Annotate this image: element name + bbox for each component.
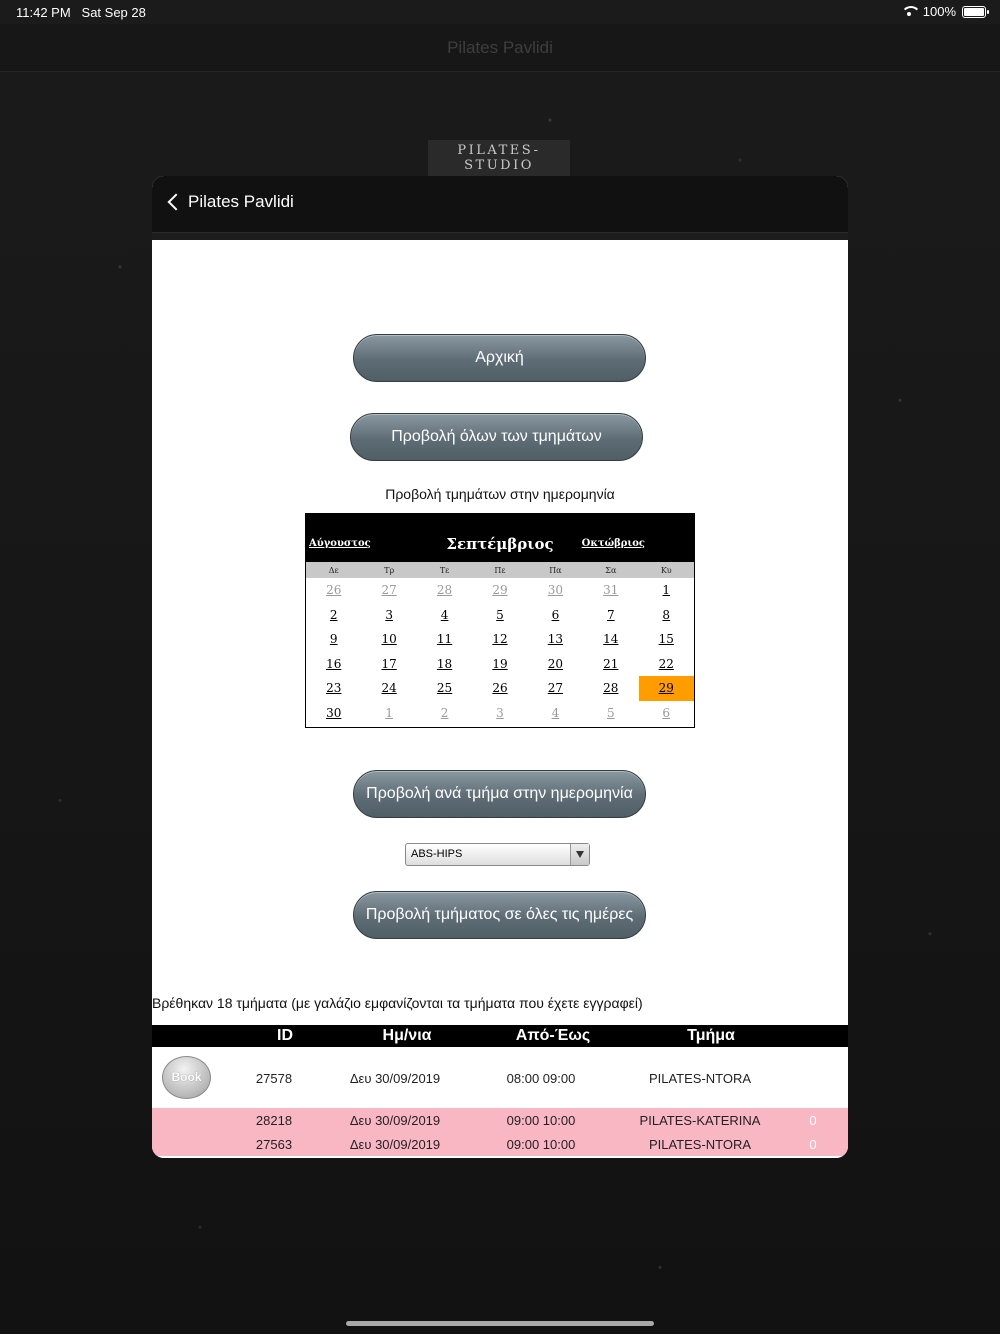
dropdown-arrow-icon xyxy=(570,844,589,865)
table-row xyxy=(152,1047,848,1108)
calendar-day[interactable]: 12 xyxy=(492,632,508,647)
header-class: Τμήμα xyxy=(687,1027,735,1044)
calendar-day[interactable]: 20 xyxy=(547,656,564,671)
calendar-header xyxy=(306,514,694,562)
cell-class: PILATES-NTORA xyxy=(648,1137,752,1152)
calendar-day[interactable]: 2 xyxy=(440,705,449,720)
classes-table xyxy=(152,1025,848,1156)
weekday-label: Πε xyxy=(494,566,506,575)
cell-date: Δευ 30/09/2019 xyxy=(349,1071,441,1086)
date-label: Προβολή τμημάτων στην ημερομηνία xyxy=(385,486,615,502)
status-time: 11:42 PM Sat Sep 28 xyxy=(16,5,146,20)
cell-count: 0 xyxy=(809,1137,817,1152)
calendar-day[interactable]: 8 xyxy=(662,607,671,622)
calendar-day[interactable]: 5 xyxy=(496,607,504,622)
next-month-link[interactable]: Οκτώβριος xyxy=(581,538,645,549)
cell-time: 08:00 09:00 xyxy=(506,1071,576,1086)
chevron-left-icon xyxy=(168,194,185,211)
cell-time: 09:00 10:00 xyxy=(506,1137,576,1152)
calendar-day[interactable]: 3 xyxy=(496,705,504,720)
cell-id: 28218 xyxy=(255,1113,293,1128)
cell-class: PILATES-KATERINA xyxy=(639,1113,761,1128)
wifi-icon xyxy=(901,6,917,18)
table-header xyxy=(152,1025,848,1047)
calendar-week xyxy=(306,676,694,701)
calendar-day[interactable]: 28 xyxy=(436,583,453,597)
status-bar xyxy=(0,0,1000,24)
back-button-label: Pilates Pavlidi xyxy=(188,192,294,211)
app-title: Pilates Pavlidi xyxy=(447,38,553,57)
cell-time: 09:00 10:00 xyxy=(506,1113,576,1128)
calendar-day[interactable]: 11 xyxy=(436,632,453,647)
calendar xyxy=(305,513,695,728)
home-indicator[interactable] xyxy=(346,1321,654,1326)
table-row xyxy=(152,1108,848,1132)
calendar-day[interactable]: 30 xyxy=(547,583,564,597)
battery-icon xyxy=(962,6,986,18)
status-indicators xyxy=(901,4,986,19)
battery-level xyxy=(964,8,984,16)
calendar-day[interactable]: 17 xyxy=(381,656,397,671)
calendar-day[interactable]: 6 xyxy=(662,705,671,720)
cell-date: Δευ 30/09/2019 xyxy=(349,1113,441,1128)
weekday-label: Σα xyxy=(605,566,617,575)
class-select-value: ABS-HIPS xyxy=(411,848,463,860)
calendar-day[interactable]: 22 xyxy=(658,656,674,671)
calendar-day-selected[interactable]: 29 xyxy=(639,676,694,701)
calendar-day[interactable]: 24 xyxy=(381,681,397,696)
home-button[interactable]: Αρχική xyxy=(353,334,646,382)
calendar-day[interactable]: 3 xyxy=(385,607,393,622)
calendar-day[interactable]: 4 xyxy=(440,607,449,622)
class-all-days-button[interactable]: Προβολή τμήματος σε όλες τις ημέρες xyxy=(353,891,646,939)
calendar-day[interactable]: 23 xyxy=(326,681,342,696)
calendar-day[interactable]: 26 xyxy=(326,583,342,597)
calendar-day[interactable]: 9 xyxy=(329,632,338,647)
calendar-week xyxy=(306,701,694,726)
calendar-day[interactable]: 21 xyxy=(603,656,619,671)
modal-sheet xyxy=(152,176,848,1158)
calendar-day[interactable]: 1 xyxy=(662,583,671,597)
calendar-day[interactable]: 7 xyxy=(607,607,615,622)
header-separator xyxy=(152,232,848,240)
calendar-day[interactable]: 26 xyxy=(492,681,508,696)
calendar-day[interactable]: 6 xyxy=(551,607,560,622)
class-select[interactable] xyxy=(405,843,590,866)
calendar-day[interactable]: 19 xyxy=(492,656,508,671)
calendar-week xyxy=(306,627,694,652)
calendar-day[interactable]: 15 xyxy=(658,632,674,647)
table-body xyxy=(152,1047,848,1156)
calendar-week xyxy=(306,578,694,603)
header-date: Ημ/νια xyxy=(382,1027,432,1044)
cell-id: 27563 xyxy=(255,1137,293,1152)
calendar-grid xyxy=(306,578,694,726)
cell-id: 27578 xyxy=(255,1071,293,1086)
app-bar xyxy=(0,24,1000,72)
current-month: Σεπτέμβριος xyxy=(446,535,554,553)
calendar-day[interactable]: 1 xyxy=(385,705,393,720)
weekday-label: Τρ xyxy=(384,566,395,575)
weekday-label: Κυ xyxy=(660,566,672,575)
calendar-day[interactable]: 25 xyxy=(436,681,453,696)
cell-class: PILATES-NTORA xyxy=(648,1071,752,1086)
per-class-on-date-button[interactable]: Προβολή ανά τμήμα στην ημερομηνία xyxy=(353,770,646,818)
calendar-day[interactable]: 30 xyxy=(326,705,342,720)
results-summary: Βρέθηκαν 18 τμήματα (με γαλάζιο εμφανίζονται τα τμήματα που έχετε εγγραφεί) xyxy=(152,995,643,1011)
battery-percent: 100% xyxy=(922,4,956,19)
calendar-day[interactable]: 4 xyxy=(551,705,560,720)
calendar-day[interactable]: 31 xyxy=(603,583,619,597)
cell-date: Δευ 30/09/2019 xyxy=(349,1137,441,1152)
calendar-day[interactable]: 27 xyxy=(547,681,564,696)
header-id: ID xyxy=(277,1027,293,1044)
modal-header xyxy=(152,176,848,232)
weekday-label: Τε xyxy=(439,566,450,575)
table-row xyxy=(152,1132,848,1156)
cell-count: 0 xyxy=(809,1113,817,1128)
book-button[interactable]: Book xyxy=(162,1056,211,1099)
calendar-day[interactable]: 18 xyxy=(436,656,453,671)
calendar-week xyxy=(306,603,694,628)
back-button[interactable] xyxy=(166,192,294,212)
weekday-header xyxy=(306,562,694,578)
calendar-day[interactable]: 16 xyxy=(326,656,342,671)
calendar-day[interactable]: 14 xyxy=(603,632,619,647)
calendar-day[interactable]: 13 xyxy=(547,632,564,647)
calendar-day[interactable]: 5 xyxy=(607,705,615,720)
all-classes-button[interactable]: Προβολή όλων των τμημάτων xyxy=(350,413,643,461)
calendar-day[interactable]: 27 xyxy=(381,583,397,597)
weekday-label: Πα xyxy=(549,566,562,575)
calendar-day[interactable]: 10 xyxy=(381,632,397,647)
previous-month-link[interactable]: Αύγουστος xyxy=(309,538,371,549)
calendar-day[interactable]: 29 xyxy=(492,583,508,597)
calendar-day[interactable]: 2 xyxy=(329,607,338,622)
header-time: Από-Έως xyxy=(515,1027,591,1044)
calendar-week xyxy=(306,652,694,677)
modal-content xyxy=(152,240,848,1158)
calendar-day[interactable]: 28 xyxy=(603,681,619,696)
logo-text: PILATES-STUDIO xyxy=(457,143,541,173)
weekday-label: Δε xyxy=(328,566,339,575)
studio-logo xyxy=(428,140,570,180)
